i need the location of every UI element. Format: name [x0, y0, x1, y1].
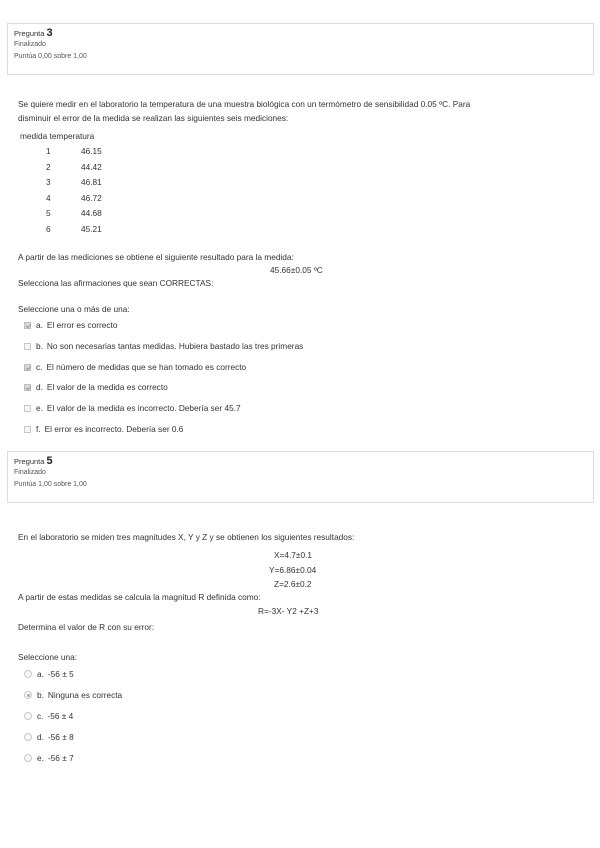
- question-5-info: [7, 451, 594, 503]
- measurement-number: 1: [46, 146, 51, 156]
- question-grade: Puntúa 1,00 sobre 1,00: [14, 481, 87, 488]
- question-label: Pregunta: [14, 457, 45, 466]
- z-value: Z=2.6±0.2: [274, 579, 312, 589]
- option-text: -56 ± 4: [47, 711, 74, 721]
- option-text: -56 ± 7: [47, 753, 74, 763]
- question-3-prompt: Seleccione una o más de una:: [18, 304, 130, 314]
- question-3-heading: [14, 28, 587, 39]
- measurement-table-header: medida temperatura: [20, 131, 95, 141]
- question-number: 3: [46, 27, 53, 39]
- option-text: Ninguna es correcta: [47, 690, 123, 700]
- measurement-number: 6: [46, 223, 51, 234]
- checkbox-icon[interactable]: [24, 405, 31, 412]
- checkbox-icon[interactable]: [24, 322, 31, 329]
- option-e[interactable]: [24, 753, 74, 765]
- option-text: El valor de la medida es correcto: [46, 382, 168, 392]
- formula: R=-3X- Y2 +Z+3: [258, 606, 319, 616]
- option-d[interactable]: [24, 732, 74, 744]
- option-a[interactable]: [24, 320, 117, 332]
- question-grade: Puntúa 0,00 sobre 1,00: [14, 53, 87, 60]
- option-a[interactable]: [24, 669, 74, 681]
- option-letter: b.: [37, 690, 44, 700]
- option-letter: d.: [37, 732, 44, 742]
- radio-icon[interactable]: [24, 754, 32, 762]
- question-5-instruction: Determina el valor de R con su error:: [18, 622, 155, 632]
- question-3-text-line-2: disminuir el error de la medida se realizan las siguientes seis mediciones:: [18, 113, 289, 123]
- option-letter: e.: [36, 403, 43, 413]
- option-letter: d.: [36, 382, 43, 392]
- radio-icon[interactable]: [24, 712, 32, 720]
- question-3-text-line-1: Se quiere medir en el laboratorio la temperatura de una muestra biológica con un termómetro de sensibilidad 0.05 ºC. Para: [18, 99, 471, 109]
- measurement-row: [18, 146, 218, 158]
- option-letter: a.: [37, 669, 44, 679]
- measurement-value: 46.15: [81, 146, 102, 156]
- measurement-value: 46.81: [81, 177, 102, 187]
- question-3-info: [7, 23, 594, 75]
- question-state: Finalizado: [14, 41, 46, 48]
- radio-icon[interactable]: [24, 670, 32, 678]
- measurement-number: 2: [46, 161, 51, 172]
- question-5-prompt: Seleccione una:: [18, 652, 78, 662]
- measurement-row: [18, 224, 218, 236]
- y-value: Y=6.86±0.04: [269, 565, 317, 575]
- option-c[interactable]: [24, 711, 73, 723]
- measurement-value: 44.42: [81, 161, 102, 172]
- option-text: El número de medidas que se han tomado es correcto: [46, 362, 247, 372]
- option-letter: c.: [36, 362, 43, 372]
- option-text: El error es incorrecto. Debería ser 0.6: [44, 424, 184, 434]
- result-value: 45.66±0.05 ºC: [270, 265, 323, 275]
- question-3-instruction: Selecciona las afirmaciones que sean CORRECTAS:: [18, 278, 214, 288]
- measurement-row: [18, 162, 218, 174]
- option-e[interactable]: [24, 403, 241, 415]
- checkbox-icon[interactable]: [24, 343, 31, 350]
- option-text: No son necesarias tantas medidas. Hubiera bastado las tres primeras: [46, 341, 304, 351]
- option-f[interactable]: [24, 424, 183, 436]
- option-letter: a.: [36, 320, 43, 330]
- radio-icon[interactable]: [24, 691, 32, 699]
- measurement-number: 3: [46, 177, 51, 187]
- question-state: Finalizado: [14, 469, 46, 476]
- option-text: -56 ± 8: [47, 732, 74, 742]
- measurement-row: [18, 208, 218, 220]
- question-5-text-line-1: En el laboratorio se miden tres magnitudes X, Y y Z y se obtienen los siguientes resultados:: [18, 532, 355, 542]
- option-b[interactable]: [24, 341, 303, 353]
- measurement-row: [18, 177, 218, 189]
- option-letter: e.: [37, 753, 44, 763]
- measurement-row: [18, 193, 218, 205]
- measurement-value: 46.72: [81, 192, 102, 203]
- result-intro: A partir de las mediciones se obtiene el siguiente resultado para la medida:: [18, 252, 294, 262]
- option-letter: b.: [36, 341, 43, 351]
- x-value: X=4.7±0.1: [274, 550, 313, 560]
- option-c[interactable]: [24, 362, 246, 374]
- option-b[interactable]: [24, 690, 122, 702]
- option-text: -56 ± 5: [47, 669, 74, 679]
- radio-icon[interactable]: [24, 733, 32, 741]
- option-letter: c.: [37, 711, 44, 721]
- measurement-number: 4: [46, 192, 51, 203]
- option-d[interactable]: [24, 382, 168, 394]
- measurement-number: 5: [46, 208, 51, 218]
- checkbox-icon[interactable]: [24, 426, 31, 433]
- measurement-value: 44.68: [81, 208, 102, 218]
- option-text: El valor de la medida es incorrecto. Debería ser 45.7: [46, 403, 241, 413]
- question-number: 5: [46, 455, 53, 467]
- question-5-heading: [14, 456, 587, 467]
- question-label: Pregunta: [14, 29, 45, 38]
- measurement-value: 45.21: [81, 223, 102, 234]
- formula-intro: A partir de estas medidas se calcula la magnitud R definida como:: [18, 592, 261, 602]
- option-letter: f.: [36, 424, 41, 434]
- option-text: El error es correcto: [46, 320, 118, 330]
- checkbox-icon[interactable]: [24, 384, 31, 391]
- checkbox-icon[interactable]: [24, 364, 31, 371]
